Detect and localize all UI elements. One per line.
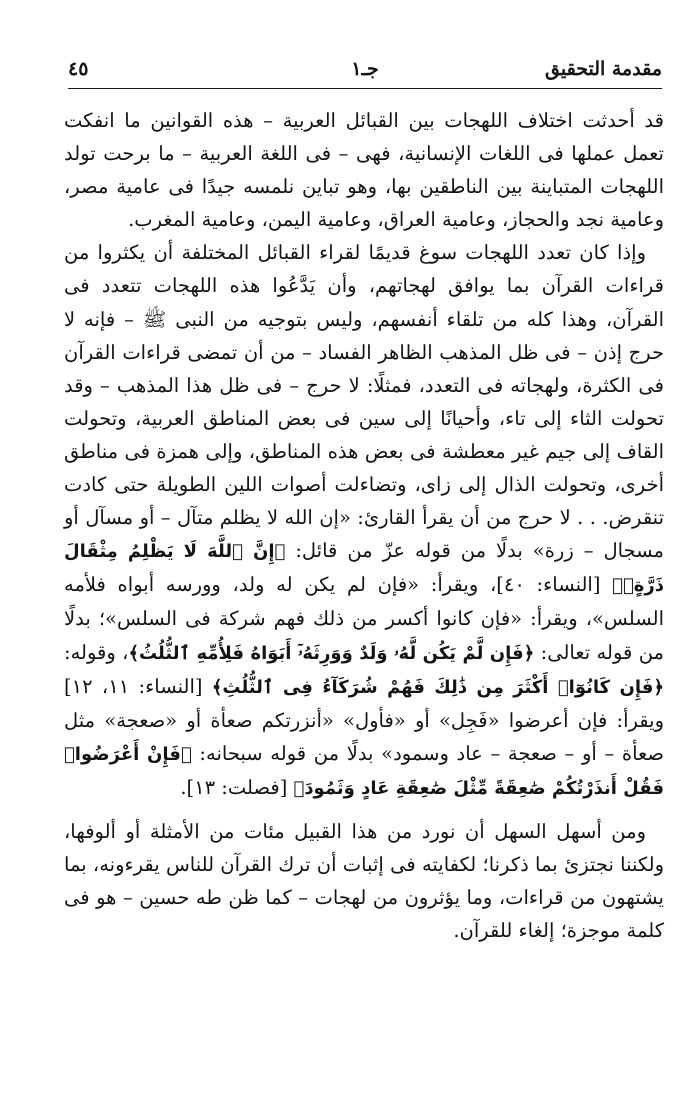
volume-label: جـ١ xyxy=(351,58,379,80)
running-header xyxy=(68,56,662,86)
paragraph-text: وإذا كان تعدد اللهجات سوغ قديمًا لقراء القبائل المختلفة أن يكثروا من قراءات القرآن بما يوافق لهجاتهم، وأن يَدَّعُوا هذه اللهجات تتعدد فى القرآن، وهذا كله من تلقاء أنفسهم، وليس بتوجيه من النبى ﷺ – فإنه لا حرج إذن – فى ظل المذهب الظاهر الفساد – من أن تمضى قراءات القرآن فى الكثرة، ولهجاته فى التعدد، فمثلًا: لا حرج – فى ظل هذا المذهب – وقد تحولت الثاء إلى تاء، وأحيانًا إلى سين فى بعض المناطق العربية، وتحولت القاف إلى جيم غير معطشة فى بعض هذه المناطق، وإلى همزة فى مناطق أخرى، وتحولت الذال إلى زاى، وتضاءلت أصوات اللين الطويلة حتى كادت تنقرض. . . لا حرج من أن يقرأ القارئ: «إن الله لا يظلم متآل – أو مسآل أو مسجال – زرة» بدلًا من قوله عزّ من قائل: xyxy=(64,241,664,563)
section-title: مقدمة التحقيق xyxy=(545,58,662,80)
paragraph-text: ومن أسهل السهل أن نورد من هذا القبيل مئات من الأمثلة أو ألوفها، ولكننا نجتزئ بما ذكرنا؛ لكفايته فى إثبات أن ترك القرآن للناس يقرءونه، بما يشتهون من قراءات، وما يؤثرون من لهجات – كما ظن طه حسين – هو فى كلمة موجزة؛ إلغاء للقرآن. xyxy=(64,819,664,943)
paragraph-text: [النساء: ١١، ١٢] ويقرأ: فإن أعرضوا «فَجِل» أو «فأول» «أنزرتكم صعأة أو «صعجة» مثل صعأة – أو – صعجة – عاد وسمود» بدلًا من قوله سبحانه: xyxy=(64,674,664,765)
quran-verse: ﴿فَإِنْ أَعْرَضُوا۟ فَقُلْ أَنذَرْتُكُمْ صَٰعِقَةً مِّثْلَ صَٰعِقَةِ عَادٍ وَثَمُودَ﴾ xyxy=(64,743,664,799)
quran-verse: ﴿فَإِن لَّمْ يَكُن لَّهُۥ وَلَدٌ وَوَرِثَهُۥٓ أَبَوَاهُ فَلِأُمِّهِ ٱلثُّلُثُ﴾ xyxy=(128,642,535,664)
paragraph xyxy=(64,815,664,947)
paragraph xyxy=(64,104,664,236)
quran-verse: ﴿إِنَّ ٱللَّهَ لَا يَظْلِمُ مِثْقَالَ ذَرَّةٍۢ﴾ xyxy=(64,541,664,597)
page-number: ٤٥ xyxy=(68,58,89,80)
paragraph-text: [فصلت: ١٣]. xyxy=(180,775,294,799)
body-text xyxy=(64,104,664,947)
paragraph-text: قد أحدثت اختلاف اللهجات بين القبائل العربية – هذه القوانين ما انفكت تعمل عملها فى اللغات الإنسانية، فهى – فى اللغة العربية – ما برحت تولد اللهجات المتباينة بين الناطقين بها، وهو تباين نلمسه جيدًا فى عامية مصر، وعامية نجد والحجاز، وعامية العراق، وعامية اليمن، وعامية المغرب. xyxy=(64,109,664,232)
paragraph xyxy=(64,236,664,805)
paragraph-text: ، وقوله: xyxy=(64,640,129,664)
paragraph-text: [النساء: ٤٠]، ويقرأ: «فإن لم يكن له ولد، وورسه أبواه فلأمه السلس»، ويقرأ: «فإن كانوا أكسر من ذلك فهم شركة فى السلس»؛ بدلًا من قوله تعالى: xyxy=(64,573,664,664)
quran-verse: ﴿فَإِن كَانُوٓا۟ أَكْثَرَ مِن ذَٰلِكَ فَهُمْ شُرَكَآءُ فِى ٱلثُّلُثِ﴾ xyxy=(211,676,665,698)
header-rule xyxy=(68,88,662,89)
